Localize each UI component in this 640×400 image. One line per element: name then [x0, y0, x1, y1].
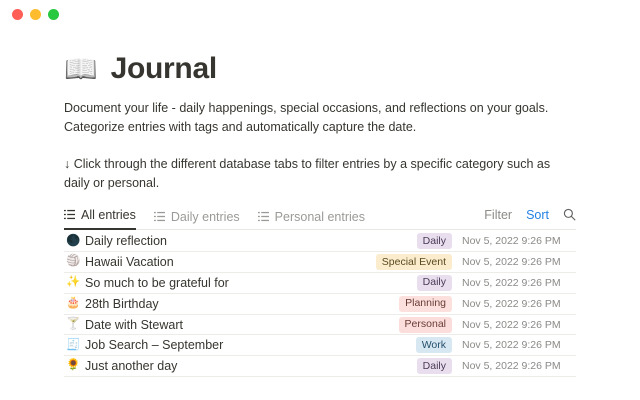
row-date: Nov 5, 2022 9:26 PM — [462, 297, 561, 310]
tab-all-entries[interactable] — [64, 208, 136, 230]
traffic-lights — [12, 9, 59, 20]
row-date: Nov 5, 2022 9:26 PM — [462, 235, 561, 248]
close-window-button[interactable] — [12, 9, 23, 20]
row-date: Nov 5, 2022 9:26 PM — [462, 256, 561, 269]
table-row[interactable] — [64, 252, 576, 273]
tab-daily-entries[interactable] — [154, 210, 240, 230]
list-icon — [258, 211, 269, 222]
status-badge: Daily — [417, 358, 452, 374]
database-tabs — [64, 208, 365, 223]
table-row[interactable] — [64, 356, 576, 377]
status-badge: Personal — [399, 317, 452, 333]
tab-label: All entries — [81, 207, 136, 222]
row-emoji-icon: 🧾 — [66, 338, 81, 351]
table-row[interactable] — [64, 294, 576, 315]
status-badge: Daily — [417, 233, 452, 249]
filter-button[interactable]: Filter — [484, 207, 513, 222]
search-icon[interactable] — [563, 208, 576, 221]
row-date: Nov 5, 2022 9:26 PM — [462, 360, 561, 373]
page-description-line-2: Categorize entries with tags and automatically capture the date. — [64, 120, 417, 135]
tab-label: Personal entries — [274, 209, 365, 224]
tab-personal-entries[interactable] — [258, 210, 365, 230]
sort-button[interactable]: Sort — [526, 207, 549, 222]
row-title: Date with Stewart — [85, 317, 183, 332]
row-emoji-icon: 🎂 — [66, 297, 81, 310]
row-title: Job Search – September — [85, 338, 224, 353]
tab-label: Daily entries — [170, 209, 240, 224]
page-header — [64, 52, 576, 86]
database-toolbar — [484, 208, 576, 223]
row-emoji-icon: 🌻 — [66, 359, 81, 372]
status-badge: Work — [416, 337, 452, 353]
entries-list — [64, 232, 576, 378]
page-description — [64, 99, 576, 138]
row-title: Just another day — [85, 359, 178, 374]
row-emoji-icon: 🍸 — [66, 317, 81, 330]
row-emoji-icon: 🌑 — [66, 234, 81, 247]
book-icon: 📖 — [64, 53, 98, 84]
page-title: Journal — [110, 52, 217, 85]
table-row[interactable] — [64, 232, 576, 253]
page-description-line-1: Document your life - daily happenings, special occasions, and reflections on your goals. — [64, 101, 549, 115]
row-emoji-icon: 🏐 — [66, 255, 81, 268]
row-title: So much to be grateful for — [85, 275, 229, 290]
row-emoji-icon: ✨ — [66, 276, 81, 289]
row-date: Nov 5, 2022 9:26 PM — [462, 339, 561, 352]
database-tabs-bar — [64, 208, 576, 230]
minimize-window-button[interactable] — [30, 9, 41, 20]
page-content — [0, 28, 640, 400]
zoom-window-button[interactable] — [48, 9, 59, 20]
status-badge: Daily — [417, 275, 452, 291]
title-bar — [0, 0, 640, 28]
row-date: Nov 5, 2022 9:26 PM — [462, 318, 561, 331]
list-icon — [154, 211, 165, 222]
page-hint: ↓ Click through the different database tabs to filter entries by a specific category such as daily or personal. — [64, 156, 551, 191]
row-title: 28th Birthday — [85, 296, 159, 311]
row-date: Nov 5, 2022 9:26 PM — [462, 276, 561, 289]
row-title: Daily reflection — [85, 234, 167, 249]
table-row[interactable] — [64, 273, 576, 294]
table-row[interactable] — [64, 315, 576, 336]
row-title: Hawaii Vacation — [85, 255, 174, 270]
list-icon — [64, 209, 75, 220]
table-row[interactable] — [64, 335, 576, 356]
status-badge: Special Event — [376, 254, 452, 270]
status-badge: Planning — [399, 296, 452, 312]
